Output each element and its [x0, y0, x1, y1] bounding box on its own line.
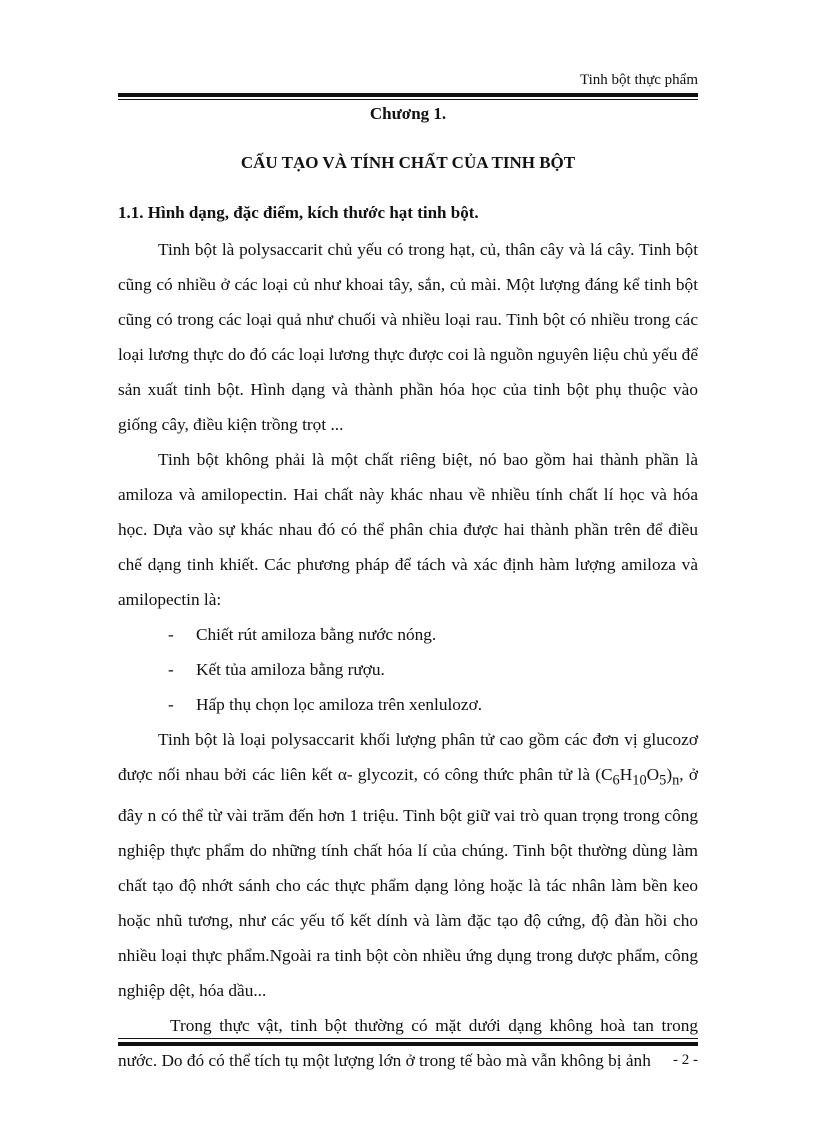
paragraph-1: Tinh bột là polysaccarit chủ yếu có trong hạt, củ, thân cây và lá cây. Tinh bột cũng có nhiều ở các loại củ như khoai tây, sắn, củ mài. Một lượng đáng kể tinh bột cũng có trong các loại quả như chuối và nhiều loại rau. Tinh bột có nhiều trong các loại lương thực do đó các loại lương thực được coi là nguồn nguyên liệu chủ yếu để sản xuất tinh bột. Hình dạng và thành phần hóa học của tinh bột phụ thuộc vào giống cây, điều kiện trồng trọt ...: [118, 240, 698, 434]
running-header: Tinh bột thực phẩm: [579, 72, 698, 88]
chapter-number: Chương 1.: [369, 104, 447, 123]
header-rule-thin: [118, 99, 698, 100]
paragraph-2: Tinh bột không phải là một chất riêng biệt, nó bao gồm hai thành phần là amiloza và amilopectin. Hai chất này khác nhau về nhiều tính chất lí học và hóa học. Dựa vào sự khác nhau đó có thể phân chia được hai thành phần trên để điều chế dạng tinh khiết. Các phương pháp để tách và xác định hàm lượng amiloza và amilopectin là:: [118, 450, 698, 609]
header-rule-thick: [118, 93, 698, 97]
body-text: [118, 232, 698, 1078]
list-item: - Hấp thụ chọn lọc amiloza trên xenlulozơ.: [168, 695, 483, 714]
list-item: - Kết tủa amiloza bằng rượu.: [168, 660, 385, 679]
section-heading: 1.1. Hình dạng, đặc điểm, kích thước hạt tinh bột.: [118, 203, 479, 222]
method-list: [118, 617, 698, 722]
footer-rule-thin: [118, 1038, 698, 1039]
paragraph-4: Trong thực vật, tinh bột thường có mặt dưới dạng không hoà tan trong nước. Do đó có thể tích tụ một lượng lớn ở trong tế bào mà vẫn không bị ảnh: [118, 1016, 698, 1071]
page-number: - 2 -: [673, 1052, 698, 1068]
footer-rule-thick: [118, 1042, 698, 1046]
paragraph-3: Tinh bột là loại polysaccarit khối lượng phân tử cao gồm các đơn vị glucozơ được nối nhau bởi các liên kết α- glycozit, có công thức phân tử là $(C_6H_{10}O_5)_n$, ở đây n có thể từ vài trăm đến hơn 1 triệu. Tinh bột giữ vai trò quan trọng trong công nghiệp thực phẩm do những tính chất hóa lí của chúng. Tinh bột thường dùng làm chất tạo độ nhớt sánh cho các thực phẩm dạng lỏng hoặc là tác nhân làm bền keo hoặc nhũ tương, như các yếu tố kết dính và làm đặc tạo độ cứng, độ đàn hồi cho nhiều loại thực phẩm.Ngoài ra tinh bột còn nhiều ứng dụng trong dược phẩm, công nghiệp dệt, hóa dầu...: [118, 730, 699, 1001]
chapter-title: CẤU TẠO VÀ TÍNH CHẤT CỦA TINH BỘT: [240, 153, 576, 172]
list-item: - Chiết rút amiloza bằng nước nóng.: [168, 625, 437, 644]
